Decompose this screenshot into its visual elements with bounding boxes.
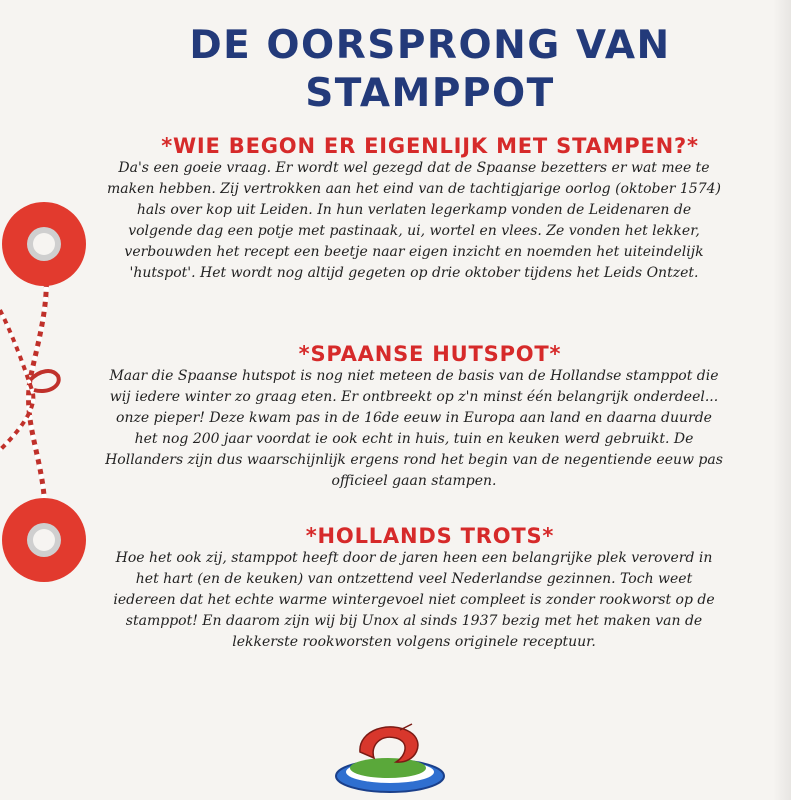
section-heading-spaanse-hutspot: *SPAANSE HUTSPOT*	[298, 342, 562, 366]
binding-ring-icon	[2, 202, 86, 286]
section-heading-hollands-trots: *HOLLANDS TROTS*	[305, 524, 555, 548]
section-body-hollands-trots: Hoe het ook zij, stamppot heeft door de jaren heen een belangrijke plek veroverd in het hart (en de keuken) van ontzettend veel Nederlandse gezinnen. Toch weet iedereen dat het echte warme wintergevoel niet compleet is zonder rookworst op de stamppot! En daarom zijn wij bij Unox al sinds 1937 bezig met het maken van de lekkerste rookworsten volgens originele receptuur.	[113, 550, 715, 650]
rookworst-plate-icon	[330, 712, 450, 800]
page-title: DE OORSPRONG VAN STAMPPOT	[189, 23, 671, 116]
page-edge-shadow	[773, 0, 791, 800]
section-body-spaanse-hutspot: Maar die Spaanse hutspot is nog niet meteen de basis van de Hollandse stamppot die wij iedere winter zo graag eten. Er ontbreekt op z'n minst één belangrijk onderdeel... onze pieper! Deze kwam pas in de 16de eeuw in Europa aan land en daarna duurde het nog 200 jaar voordat ie ook echt in huis, tuin en keuken werd gebruikt. De Hollanders zijn dus waarschijnlijk ergens rond het begin van de negentiende eeuw pas officieel gaan stampen.	[105, 368, 723, 489]
section-body-origin: Da's een goeie vraag. Er wordt wel gezegd dat de Spaanse bezetters er wat mee te maken hebben. Zij vertrokken aan het eind van de tachtigjarige oorlog (oktober 1574) hals over kop uit Leiden. In hun verlaten legerkamp vonden de Leidenaren de volgende dag een potje met pastinaak, ui, wortel en vlees. Ze vonden het lekker, verbouwden het recept een beetje naar eigen inzicht en noemden het uiteindelijk 'hutspot'. Het wordt nog altijd gegeten op drie oktober tijdens het Leids Ontzet.	[106, 160, 721, 281]
binding-ring-icon	[2, 498, 86, 582]
section-heading-origin: *WIE BEGON ER EIGENLIJK MET STAMPEN?*	[161, 134, 699, 158]
twine-string-icon	[0, 252, 59, 530]
binding-decoration	[0, 190, 110, 590]
